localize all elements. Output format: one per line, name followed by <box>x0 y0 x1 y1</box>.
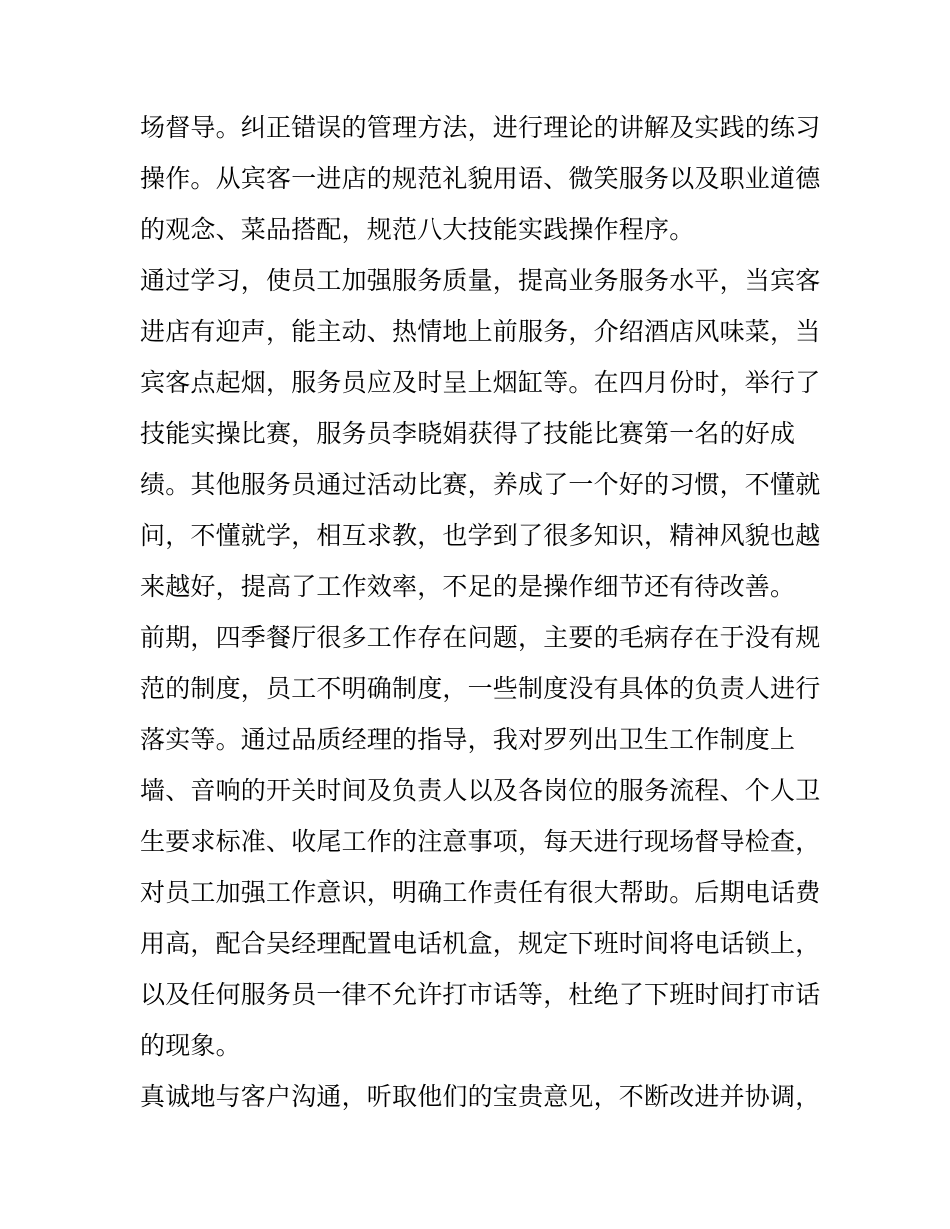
text-line: 墙、音响的开关时间及负责人以及各岗位的服务流程、个人卫 <box>140 776 821 805</box>
text-line: 绩。其他服务员通过活动比赛，养成了一个好的习惯，不懂就 <box>140 470 821 499</box>
text-line: 来越好，提高了工作效率，不足的是操作细节还有待改善。 <box>140 572 796 601</box>
text-line: 的观念、菜品搭配，规范八大技能实践操作程序。 <box>140 215 695 244</box>
text-line: 问，不懂就学，相互求教，也学到了很多知识，精神风貌也越 <box>140 521 821 550</box>
text-line: 宾客点起烟，服务员应及时呈上烟缸等。在四月份时，举行了 <box>140 368 821 397</box>
text-line: 对员工加强工作意识，明确工作责任有很大帮助。后期电话费 <box>140 878 821 907</box>
text-line: 场督导。纠正错误的管理方法，进行理论的讲解及实践的练习 <box>140 113 821 142</box>
text-line: 的现象。 <box>140 1031 241 1060</box>
text-line: 生要求标准、收尾工作的注意事项，每天进行现场督导检查， <box>140 827 821 856</box>
text-line: 通过学习，使员工加强服务质量，提高业务服务水平，当宾客 <box>140 266 821 295</box>
text-line: 范的制度，员工不明确制度，一些制度没有具体的负责人进行 <box>140 674 821 703</box>
text-line: 操作。从宾客一进店的规范礼貌用语、微笑服务以及职业道德 <box>140 164 821 193</box>
text-line: 落实等。通过品质经理的指导，我对罗列出卫生工作制度上 <box>140 725 796 754</box>
text-line: 用高，配合吴经理配置电话机盒，规定下班时间将电话锁上， <box>140 929 821 958</box>
text-line: 真诚地与客户沟通，听取他们的宝贵意见，不断改进并协调， <box>140 1082 821 1111</box>
text-line: 以及任何服务员一律不允许打市话等，杜绝了下班时间打市话 <box>140 980 821 1009</box>
text-line: 前期，四季餐厅很多工作存在问题，主要的毛病存在于没有规 <box>140 623 821 652</box>
text-line: 进店有迎声，能主动、热情地上前服务，介绍酒店风味菜，当 <box>140 317 821 346</box>
text-line: 技能实操比赛，服务员李晓娟获得了技能比赛第一名的好成 <box>140 419 796 448</box>
